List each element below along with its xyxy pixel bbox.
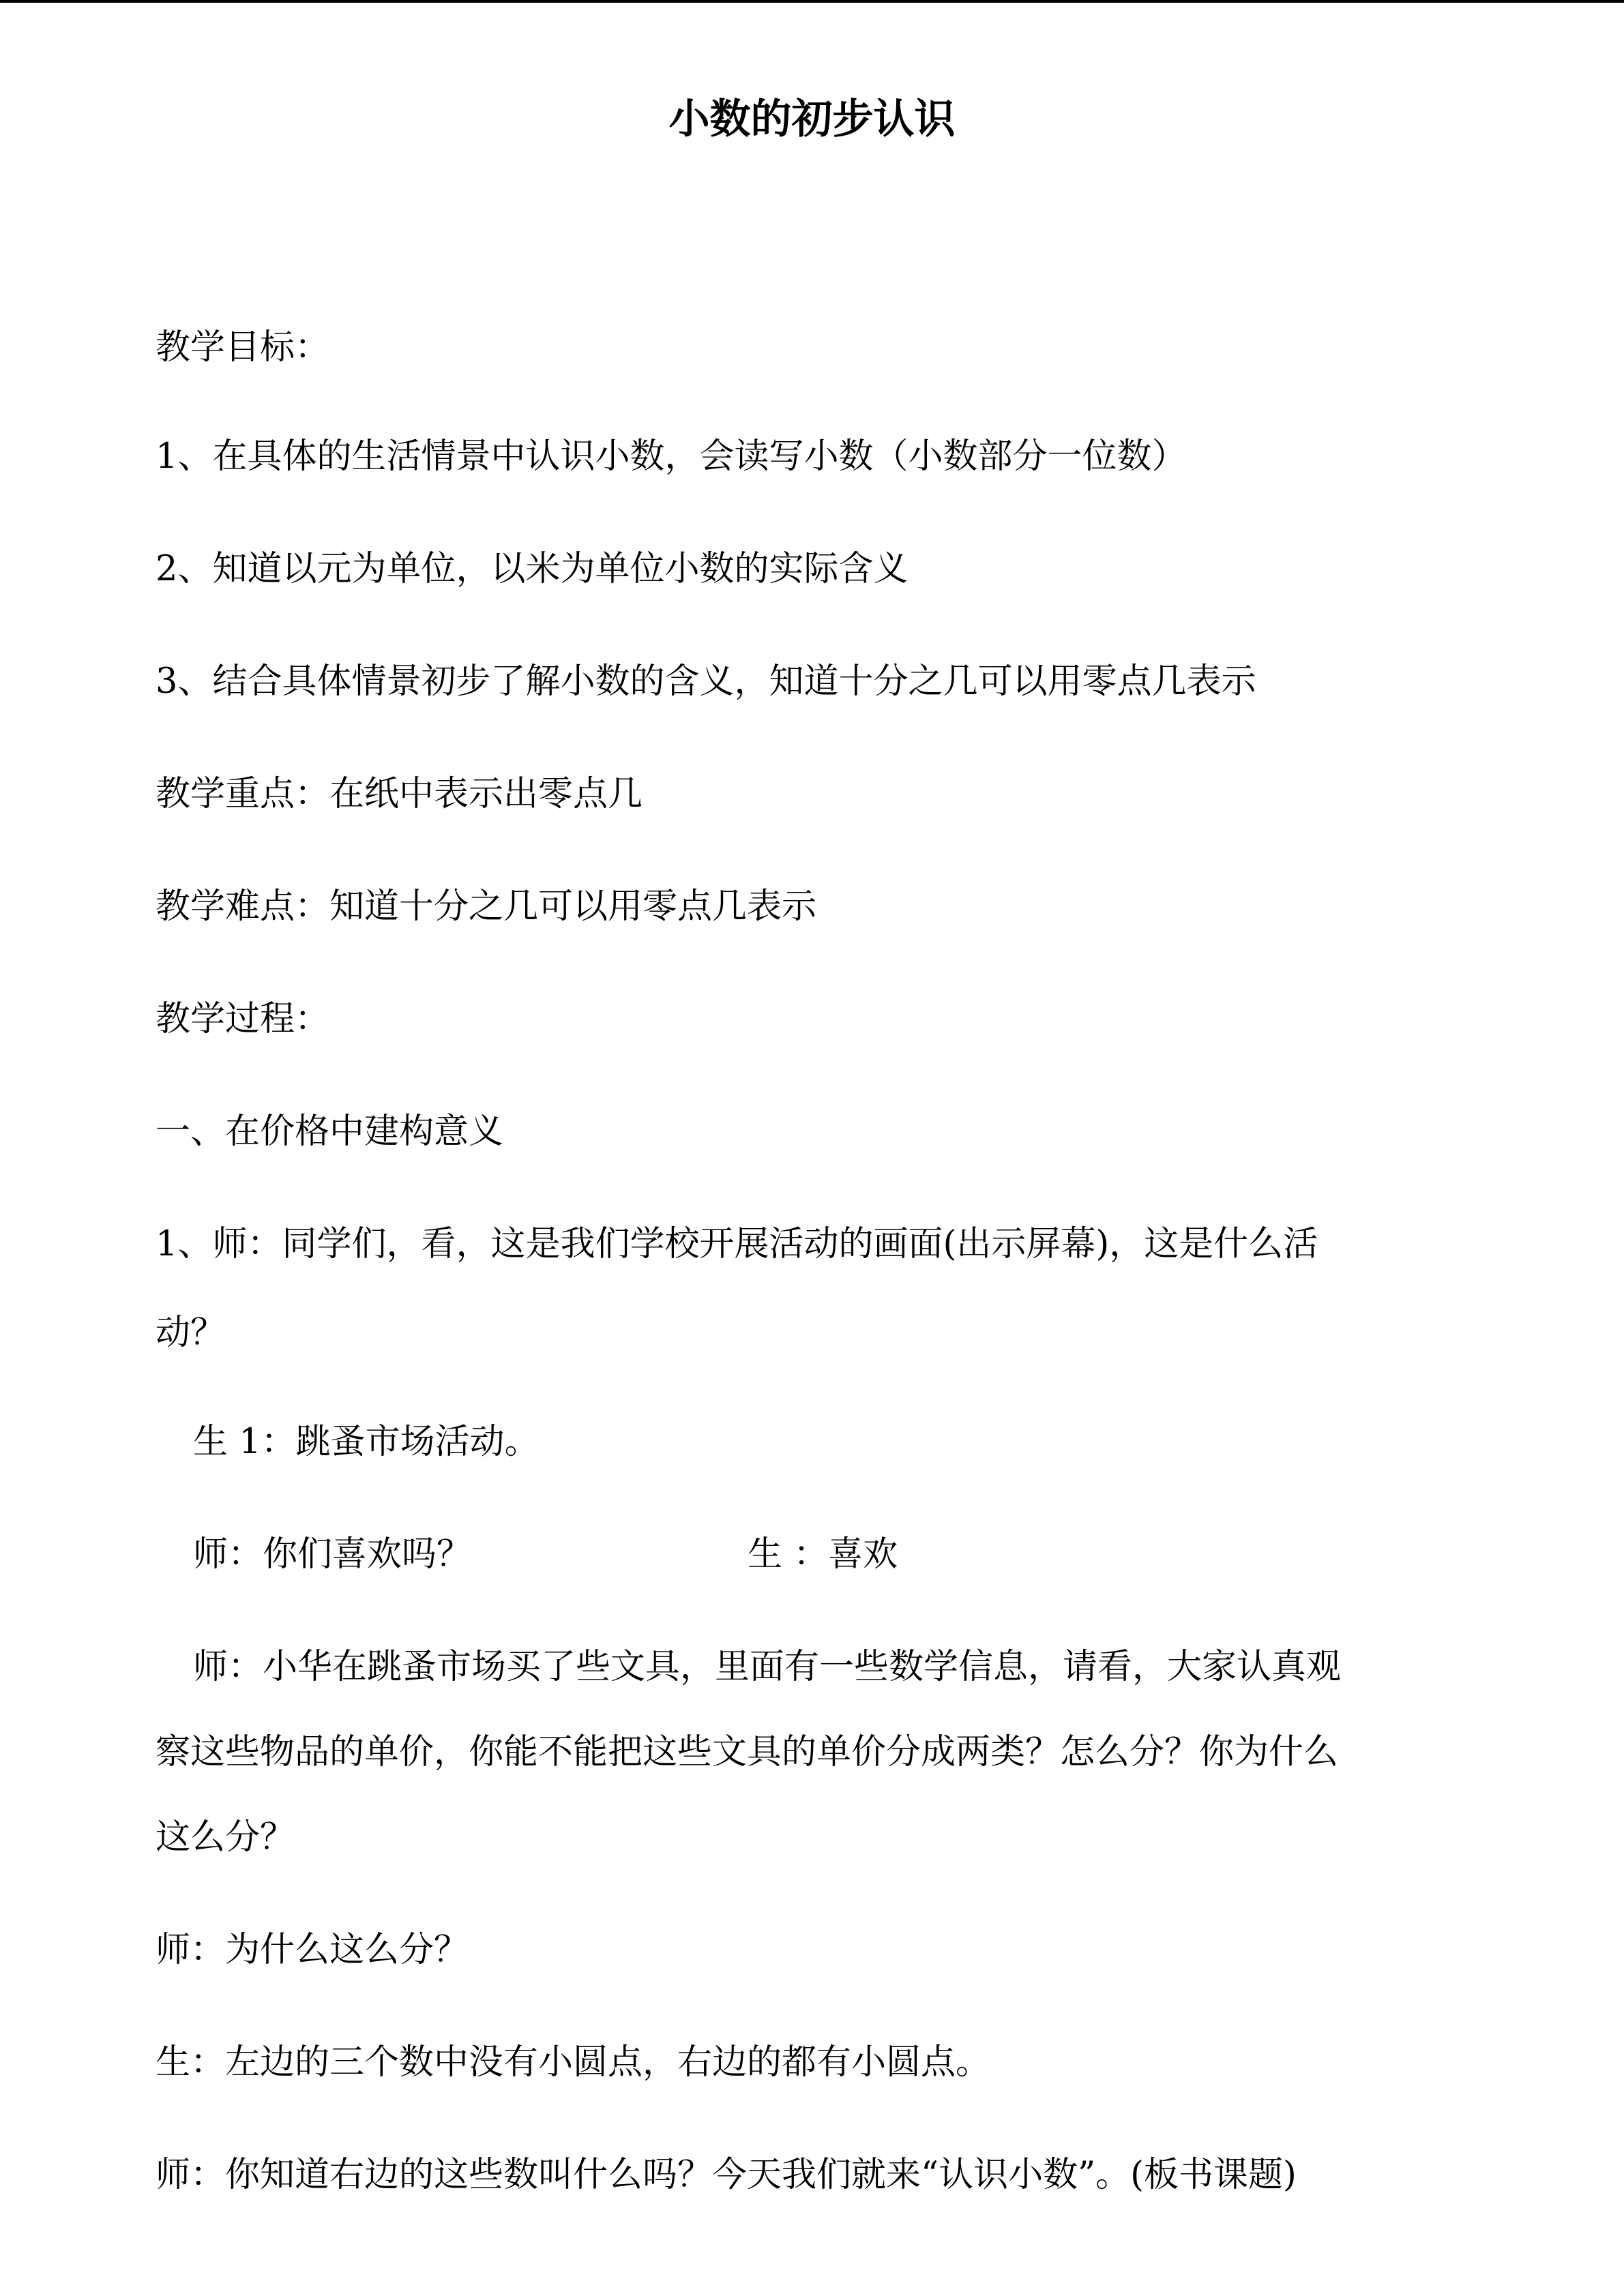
dialogue-line: 师：小华在跳蚤市场买了些文具，里面有一些数学信息，请看，大家认真观	[193, 1647, 1342, 1687]
dialogue-line: 生 1：跳蚤市场活动。	[193, 1422, 540, 1462]
objective-item-1: 1、在具体的生活情景中认识小数，会读写小数（小数部分一位数）	[156, 436, 1187, 477]
paragraph-line: 这么分？	[156, 1817, 295, 1858]
difficult-point: 教学难点：知道十分之几可以用零点几表示	[156, 886, 817, 927]
objective-item-2: 2、知道以元为单位，以米为单位小数的实际含义	[156, 549, 909, 589]
paragraph-line: 1、师：同学们，看，这是我们学校开展活动的画面(出示屏幕)，这是什么活	[156, 1224, 1318, 1264]
dialogue-answer: 生 ：喜欢	[748, 1534, 898, 1575]
dialogue-line: 师：你知道右边的这些数叫什么吗？今天我们就来“认识小数”。(板书课题)	[156, 2155, 1297, 2195]
section-heading-process: 教学过程：	[156, 999, 330, 1039]
section-heading-objectives: 教学目标：	[156, 327, 330, 368]
objective-item-3: 3、结合具体情景初步了解小数的含义，知道十分之几可以用零点几表示	[156, 661, 1256, 702]
dialogue-line: 生：左边的三个数中没有小圆点，右边的都有小圆点。	[156, 2042, 991, 2083]
dialogue-line: 师：你们喜欢吗？	[193, 1534, 472, 1575]
document-title: 小数的初步认识	[668, 95, 956, 143]
dialogue-line: 师：为什么这么分？	[156, 1930, 469, 1970]
paragraph-line: 察这些物品的单价，你能不能把这些文具的单价分成两类？怎么分？你为什么	[156, 1732, 1339, 1772]
paragraph-line: 动？	[156, 1313, 226, 1353]
process-step-heading: 一、在价格中建构意义	[156, 1112, 504, 1152]
key-point: 教学重点：在纸中表示出零点几	[156, 774, 643, 814]
